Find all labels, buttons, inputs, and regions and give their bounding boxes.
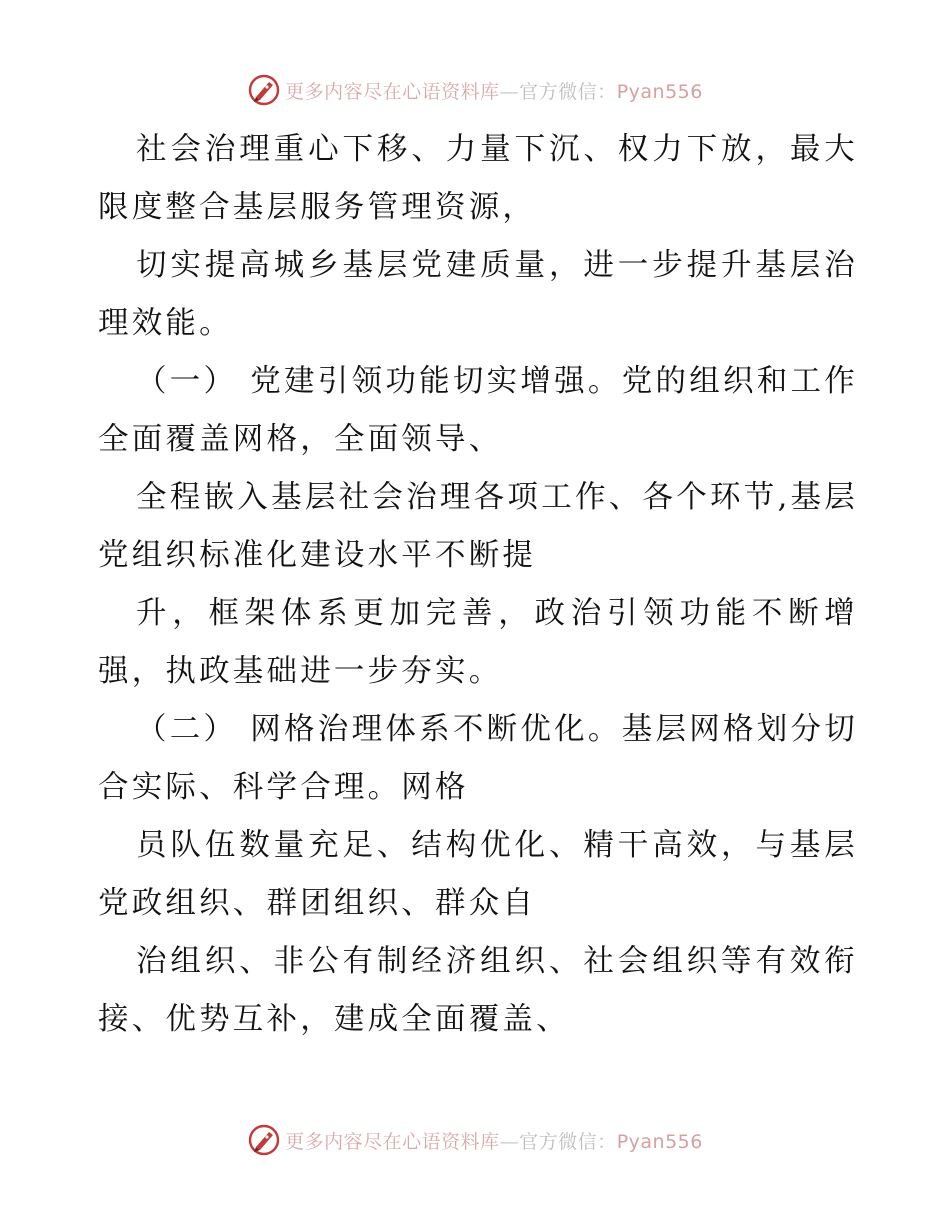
pen-logo-icon (247, 73, 281, 107)
footer-separator: — (499, 1130, 520, 1153)
footer-site-name: 更多内容尽在心语资料库 (285, 1130, 500, 1153)
paragraph-2: 切实提高城乡基层党建质量，进一步提升基层治理效能。 (98, 248, 858, 341)
paragraph-8: 治组织、非公有制经济组织、社会组织等有效衔接、优势互补，建成全面覆盖、 (98, 944, 858, 1037)
document-body (98, 121, 858, 1049)
pen-logo-icon (247, 1123, 281, 1157)
header-wechat-id: Pyan556 (616, 80, 703, 103)
paragraph-4: 全程嵌入基层社会治理各项工作、各个环节,基层党组织标准化建设水平不断提 (98, 480, 858, 573)
footer-wechat-id: Pyan556 (616, 1130, 703, 1153)
paragraph-1: 社会治理重心下移、力量下沉、权力下放，最大限度整合基层服务管理资源， (98, 132, 858, 225)
header-separator: — (499, 80, 520, 103)
footer-watermark (0, 1120, 950, 1160)
header-site-name: 更多内容尽在心语资料库 (285, 80, 500, 103)
header-watermark (0, 70, 950, 110)
paragraph-6: （二） 网格治理体系不断优化。基层网格划分切合实际、科学合理。网格 (98, 712, 858, 805)
paragraph-5: 升，框架体系更加完善，政治引领功能不断增强，执政基础进一步夯实。 (98, 596, 858, 689)
paragraph-7: 员队伍数量充足、结构优化、精干高效，与基层党政组织、群团组织、群众自 (98, 828, 858, 921)
paragraph-3: （一） 党建引领功能切实增强。党的组织和工作全面覆盖网格，全面领导、 (98, 364, 858, 457)
header-wechat-label: 官方微信： (519, 80, 617, 103)
footer-wechat-label: 官方微信： (519, 1130, 617, 1153)
